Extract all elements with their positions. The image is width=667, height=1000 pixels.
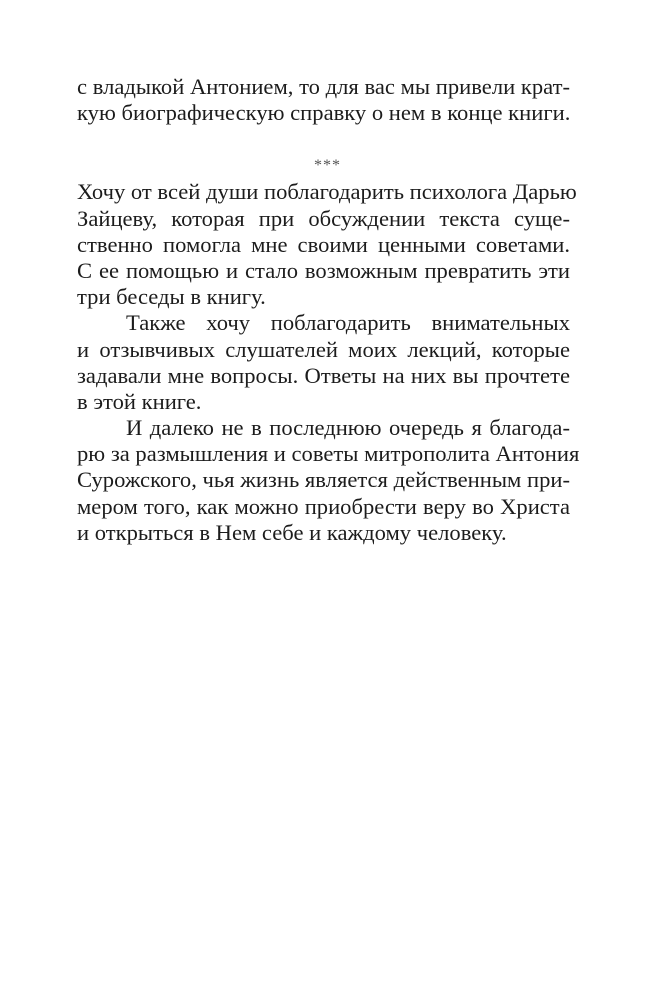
text-line: С ее помощью и стало возможным превратить эти (77, 257, 570, 283)
paragraph-thanks-metropolitan (77, 415, 580, 546)
text-line: Также хочу поблагодарить внимательных (126, 310, 570, 336)
text-line: ственно помогла мне своими ценными советами. (77, 231, 570, 257)
text-line: с владыкой Антонием, то для вас мы привели крат- (77, 74, 570, 99)
text-line: рю за размышления и советы митрополита Антония (77, 441, 580, 467)
text-line: И далеко не в последнюю очередь я благода- (126, 415, 570, 441)
text-line: мером того, как можно приобрести веру во Христа (77, 493, 570, 519)
paragraph-intro (77, 74, 570, 126)
section-separator: *** (314, 157, 341, 175)
text-line: три беседы в книгу. (77, 284, 266, 310)
text-line: и отзывчивых слушателей моих лекций, которые (77, 336, 570, 362)
paragraph-thanks-listeners (77, 310, 570, 415)
text-line: задавали мне вопросы. Ответы на них вы прочтете (77, 362, 570, 388)
text-line: и открыться в Нем себе и каждому человеку. (77, 519, 507, 545)
page-body (77, 74, 580, 546)
text-line: кую биографическую справку о нем в конце книги. (77, 100, 571, 126)
text-line: Хочу от всей души поблагодарить психолога Дарью (77, 179, 577, 205)
text-line: Сурожского, чья жизнь является действенным при- (77, 467, 570, 493)
text-line: в этой книге. (77, 388, 202, 414)
text-line: Зайцеву, которая при обсуждении текста суще- (77, 205, 570, 231)
paragraph-thanks-psychologist (77, 179, 577, 310)
